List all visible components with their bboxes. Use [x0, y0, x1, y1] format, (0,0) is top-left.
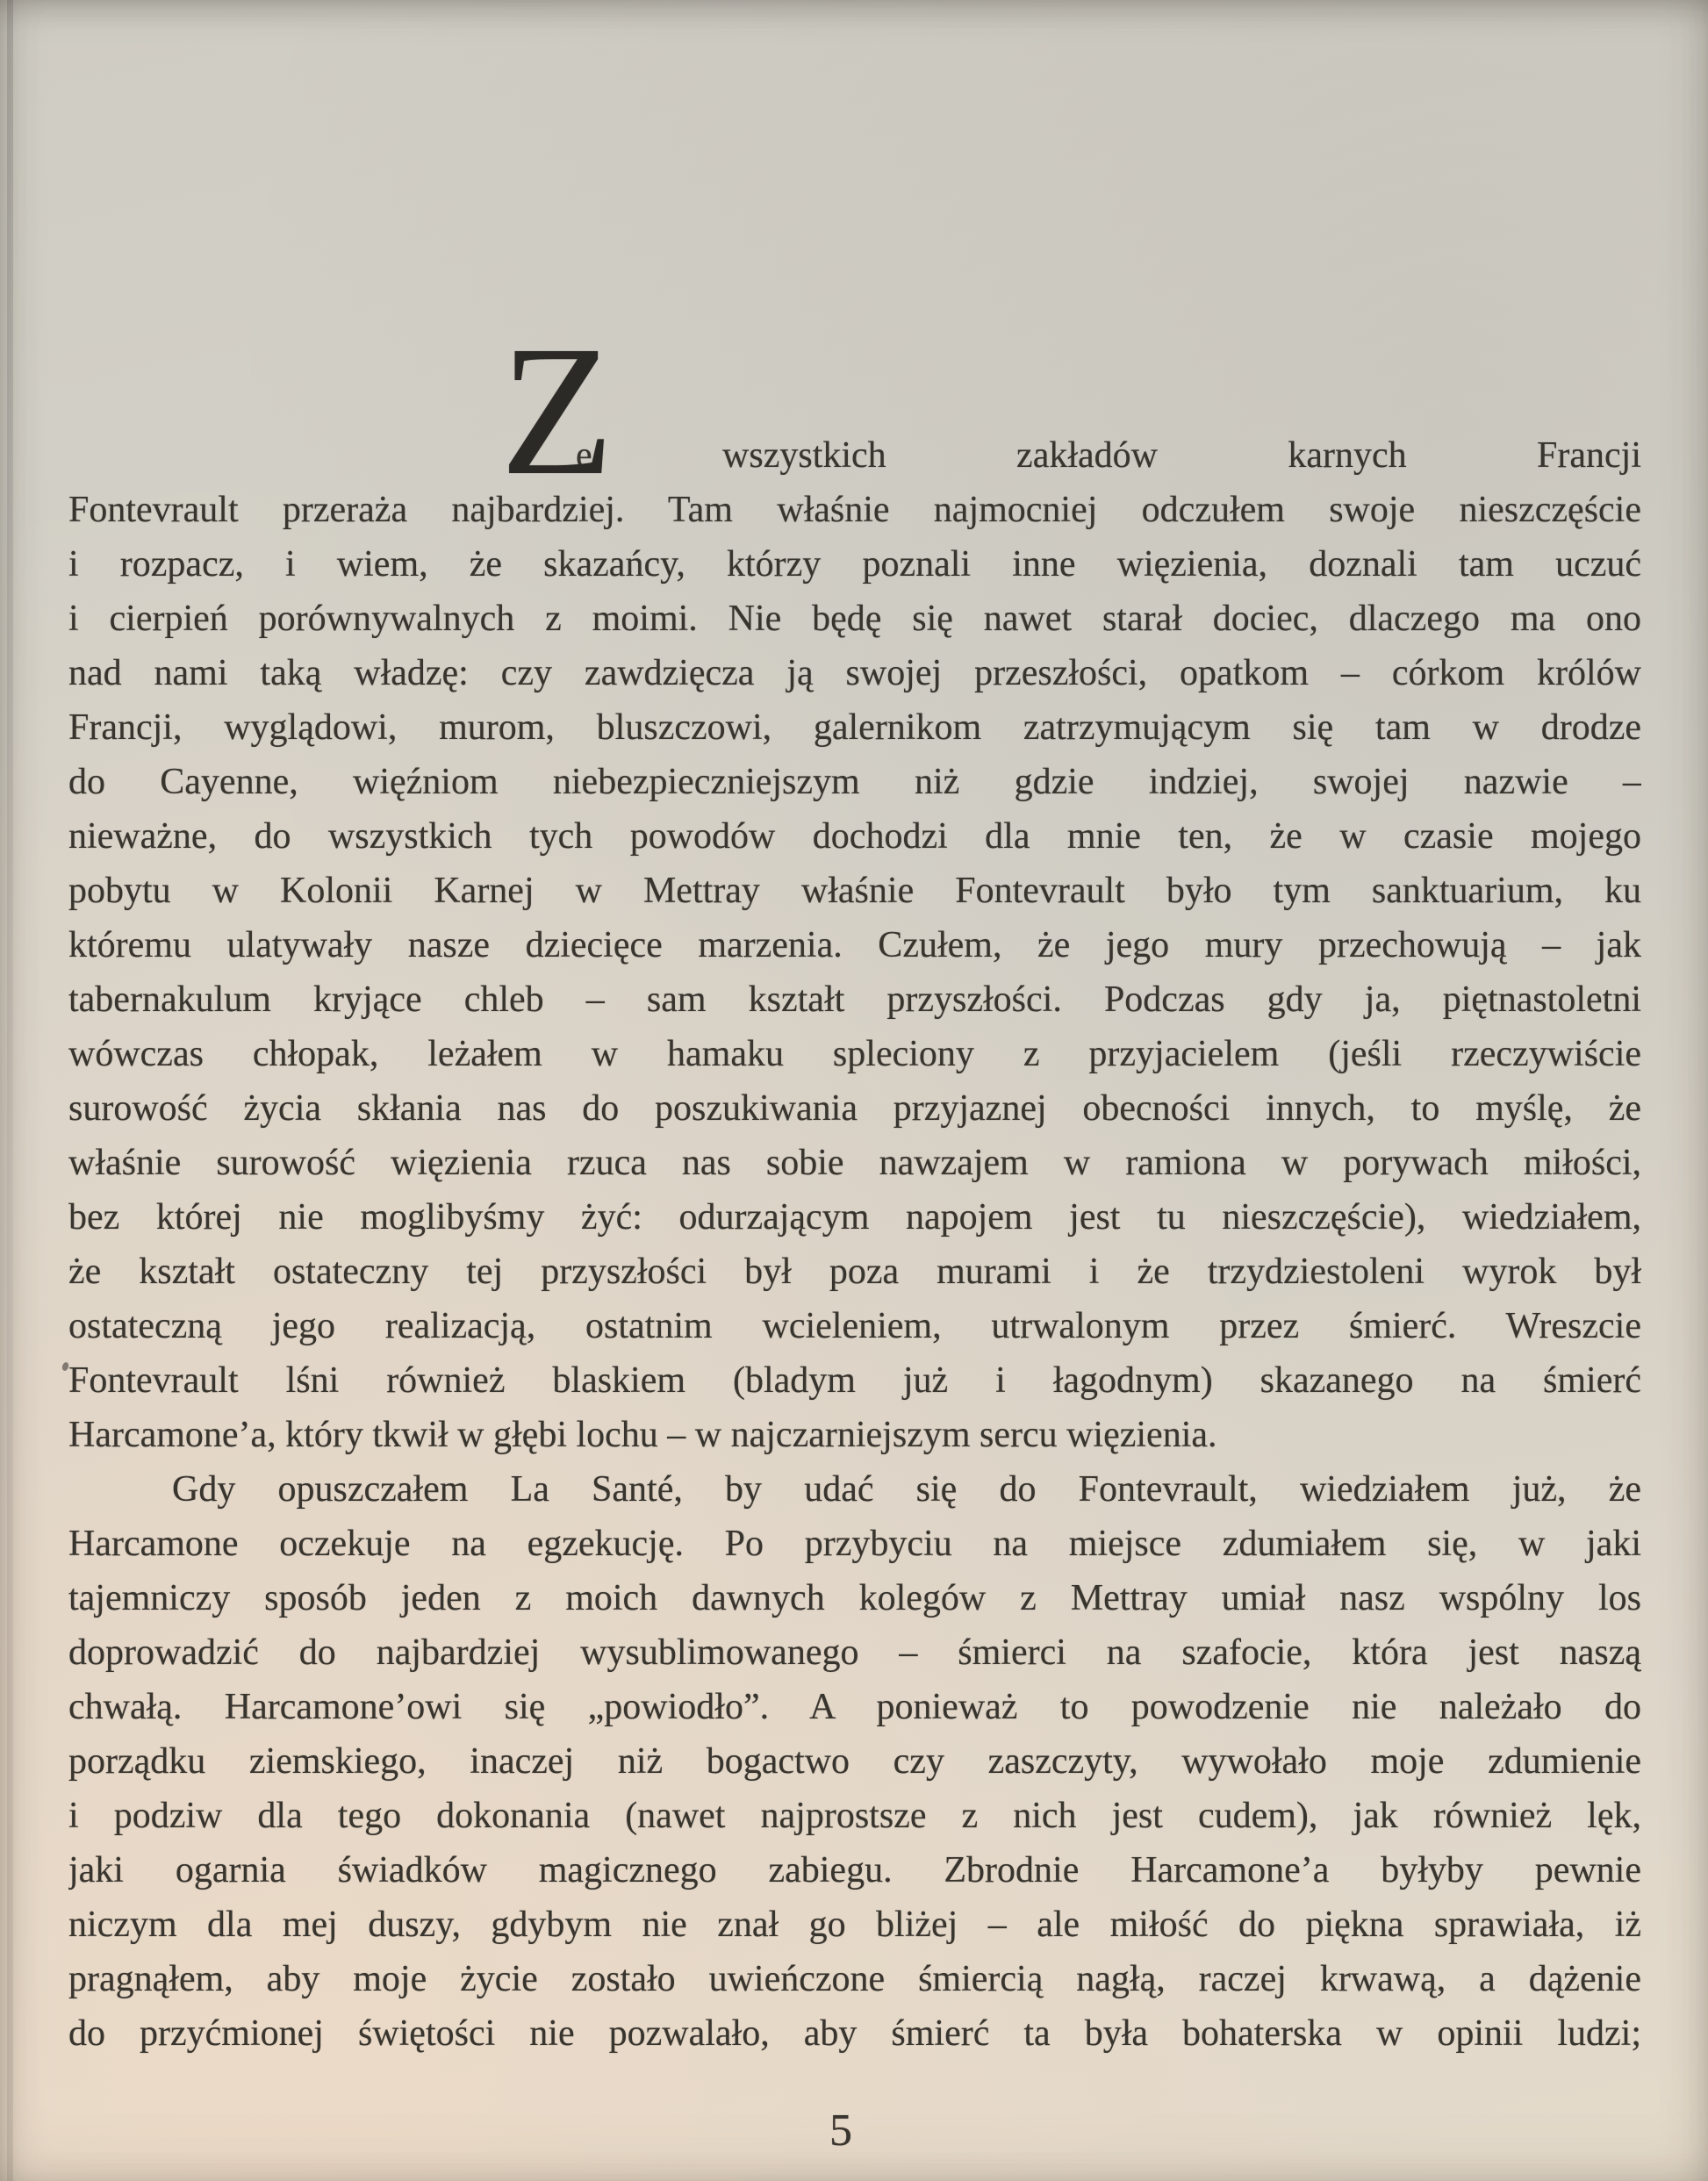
paragraph-1 [68, 428, 1641, 1462]
text-line: któremu ulatywały nasze dziecięce marzenia. Czułem, że jego mury przechowują – jak [68, 925, 1641, 965]
text-line: Harcamone’a, który tkwił w głębi lochu – w najczarniejszym sercu więzienia. [68, 1415, 1217, 1455]
text-line: chwałą. Harcamone’owi się „powiodło”. A ponieważ to powodzenie nie należało do [68, 1687, 1641, 1727]
text-line: jaki ogarnia świadków magicznego zabiegu. Zbrodnie Harcamone’a byłyby pewnie [68, 1850, 1641, 1890]
text-line: Harcamone oczekuje na egzekucję. Po przybyciu na miejsce zdumiałem się, w jaki [68, 1524, 1641, 1564]
text-line: niczym dla mej duszy, gdybym nie znał go bliżej – ale miłość do piękna sprawiała, iż [68, 1905, 1641, 1945]
text-line: Fontevrault lśni również blaskiem (bladym już i łagodnym) skazanego na śmierć [68, 1360, 1641, 1401]
text-line: do Cayenne, więźniom niebezpieczniejszym niż gdzie indziej, swojej nazwie – [68, 762, 1641, 802]
text-line: że kształt ostateczny tej przyszłości był poza murami i że trzydziestoleni wyrok był [68, 1252, 1641, 1292]
text-line: surowość życia skłania nas do poszukiwania przyjaznej obecności innych, to myślę, że [68, 1088, 1641, 1129]
paragraph-2 [68, 1462, 1641, 2061]
text-line: Francji, wyglądowi, murom, bluszczowi, galernikom zatrzymującym się tam w drodze [68, 707, 1641, 748]
text-line: i podziw dla tego dokonania (nawet najprostsze z nich jest cudem), jak również lęk, [68, 1796, 1641, 1836]
text-line: pragnąłem, aby moje życie zostało uwieńczone śmiercią nagłą, raczej krwawą, a dążenie [68, 1959, 1641, 1999]
text-line: pobytu w Kolonii Karnej w Mettray właśnie Fontevrault było tym sanktuarium, ku [68, 871, 1641, 911]
text-line: do przyćmionej świętości nie pozwalało, aby śmierć ta była bohaterska w opinii ludzi; [68, 2013, 1641, 2054]
text-line: właśnie surowość więzienia rzuca nas sobie nawzajem w ramiona w porywach miłości, [68, 1143, 1641, 1183]
text-line: Fontevrault przeraża najbardziej. Tam właśnie najmocniej odczułem swoje nieszczęście [68, 490, 1641, 530]
text-line: ostateczną jego realizacją, ostatnim wcieleniem, utrwalonym przez śmierć. Wreszcie [68, 1306, 1641, 1346]
text-line: doprowadzić do najbardziej wysublimowanego – śmierci na szafocie, która jest naszą [68, 1632, 1641, 1673]
page-text [68, 307, 1641, 2061]
text-line: i rozpacz, i wiem, że skazańcy, którzy poznali inne więzienia, doznali tam uczuć [68, 544, 1641, 585]
text-line: e wszystkich zakładów karnych Francji [68, 428, 1641, 483]
text-line: porządku ziemskiego, inaczej niż bogactwo czy zaszczyty, wywołało moje zdumienie [68, 1741, 1641, 1782]
drop-cap: Z [500, 307, 614, 513]
text-line: Gdy opuszczałem La Santé, by udać się do Fontevrault, wiedziałem już, że [172, 1469, 1641, 1510]
text-line: nad nami taką władzę: czy zawdzięcza ją swojej przeszłości, opatkom – córkom królów [68, 653, 1641, 693]
text-line: wówczas chłopak, leżałem w hamaku spleciony z przyjacielem (jeśli rzeczywiście [68, 1034, 1641, 1074]
text-line: tajemniczy sposób jeden z moich dawnych kolegów z Mettray umiał nasz wspólny los [68, 1578, 1641, 1618]
text-line: nieważne, do wszystkich tych powodów dochodzi dla mnie ten, że w czasie mojego [68, 816, 1641, 857]
text-line: bez której nie moglibyśmy żyć: odurzającym napojem jest tu nieszczęście), wiedziałem, [68, 1197, 1641, 1238]
text-line: tabernakulum kryjące chleb – sam kształt przyszłości. Podczas gdy ja, piętnastoletni [68, 979, 1641, 1020]
text-line: i cierpień porównywalnych z moimi. Nie będę się nawet starał dociec, dlaczego ma ono [68, 599, 1641, 639]
page-number: 5 [829, 2106, 852, 2156]
scan-gutter-shadow [7, 0, 13, 2181]
